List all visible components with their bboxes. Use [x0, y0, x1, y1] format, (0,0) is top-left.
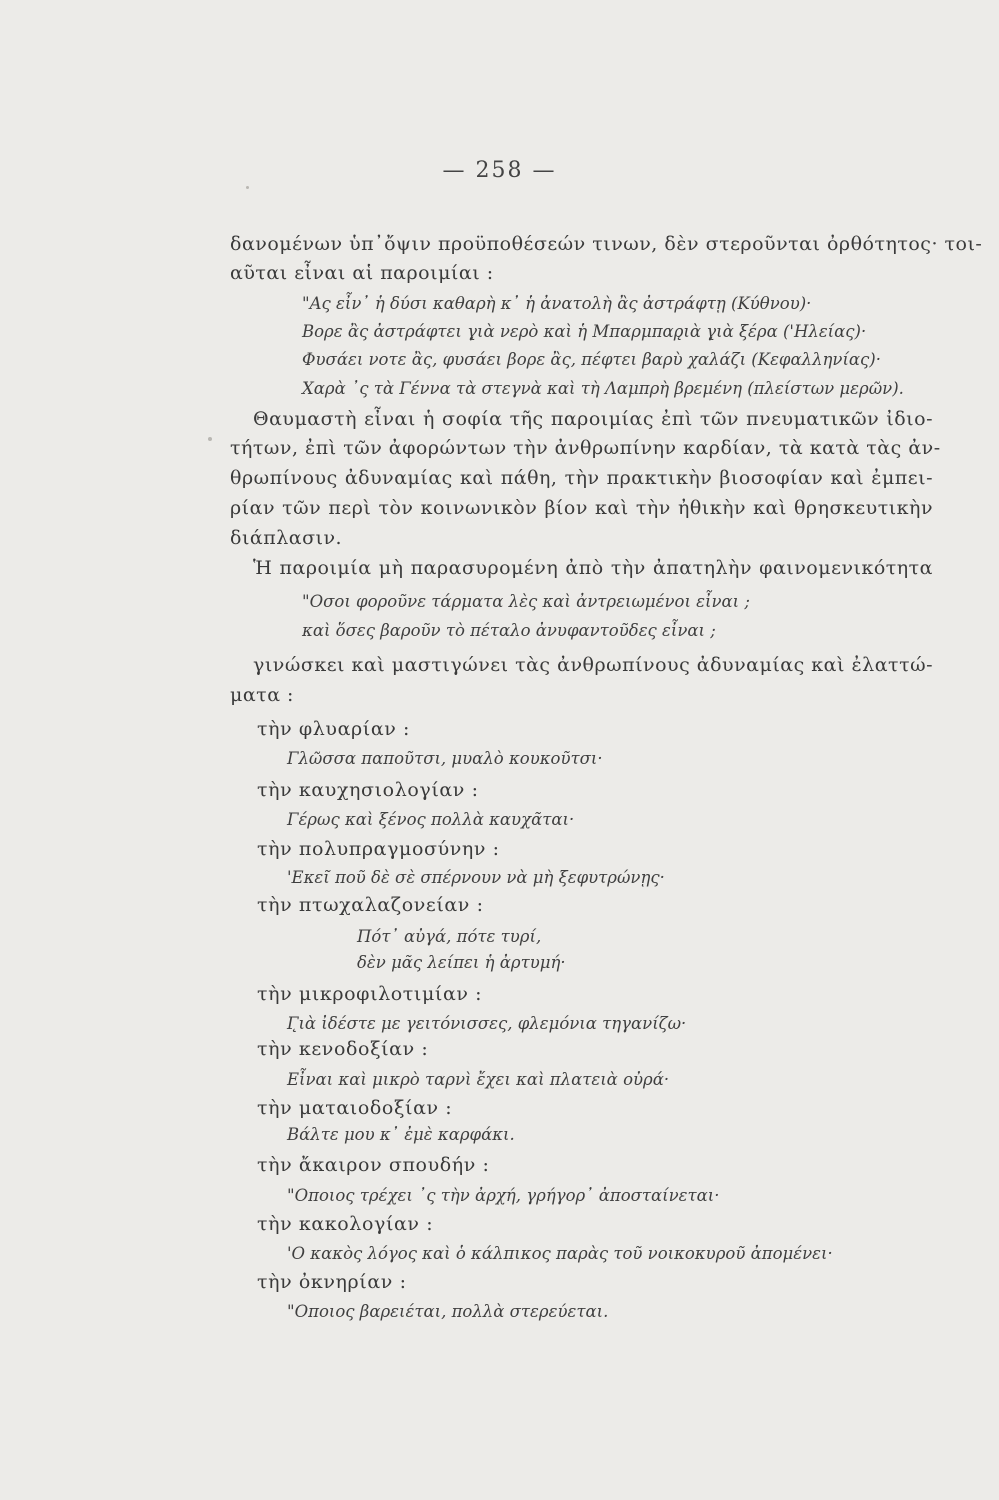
proverb-line: "Οποιος βαρειέται, πολλὰ στερεύεται. — [287, 1302, 609, 1321]
proverb-line: Εἶναι καὶ μικρὸ ταρνὶ ἔχει καὶ πλατειὰ οὐρά· — [287, 1070, 670, 1089]
paragraph-line: θρωπίνους ἀδυναμίας καὶ πάθη, τὴν πρακτικὴν βιοσοφίαν καὶ ἐμπει- — [230, 467, 933, 489]
vice-label: τὴν πτωχαλαζονείαν : — [257, 894, 484, 916]
paragraph-line: τήτων, ἐπὶ τῶν ἀφορώντων τὴν ἀνθρωπίνην καρδίαν, τὰ κατὰ τὰς ἀν- — [230, 437, 941, 459]
vice-label: τὴν ματαιοδοξίαν : — [257, 1097, 453, 1119]
vice-label: τὴν καυχησιολογίαν : — [257, 779, 479, 801]
page-number: — 258 — — [442, 158, 557, 183]
proverb-line: Φυσάει νοτε ἂς, φυσάει βορε ἂς, πέφτει βαρὺ χαλάζι (Κεφαλληνίας)· — [302, 350, 881, 369]
vice-label: τὴν πολυπραγμοσύνην : — [257, 838, 500, 860]
vice-label: τὴν φλυαρίαν : — [257, 718, 411, 740]
vice-label: τὴν κενοδοξίαν : — [257, 1038, 429, 1060]
paper-speck — [208, 437, 212, 441]
proverb-line: δὲν μᾶς λείπει ἡ ἀρτυμή· — [357, 953, 566, 972]
proverb-line: 'Εκεῖ ποῦ δὲ σὲ σπέρνουν νὰ μὴ ξεφυτρώνῃς· — [287, 868, 665, 887]
proverb-line: Βάλτε μου κ᾽ ἐμὲ καρφάκι. — [287, 1125, 515, 1144]
vice-label: τὴν μικροφιλοτιμίαν : — [257, 983, 483, 1005]
proverb-line: Βορε ἂς ἀστράφτει γ̨ιὰ νερὸ καὶ ἡ Μπαρμπαρ̨ιὰ γ̨ιὰ ξέρα ('Ηλείας)· — [302, 322, 867, 341]
proverb-line: Γ̨ιὰ ἰδέστε με γειτόνισσες, φλεμόνια τηγανίζω· — [287, 1014, 687, 1033]
paper-speck — [246, 186, 249, 189]
proverb-line: "Ας εἶν᾽ ἡ δύσι καθαρὴ κ᾽ ἡ ἀνατολὴ ἂς ἀστράφτῃ (Κύθνου)· — [302, 294, 812, 313]
proverb-line: Γλῶσσα παποῦτσι, μυαλὸ κουκοῦτσι· — [287, 749, 603, 768]
paragraph-line: αῦται εἶναι αἱ παροιμίαι : — [230, 262, 494, 284]
paragraph-line: ματα : — [230, 684, 294, 706]
proverb-line: 'Ο κακὸς λόγος καὶ ὁ κάλπικος παρὰς τοῦ νοικοκυροῦ ἀπομένει· — [287, 1244, 833, 1263]
vice-label: τὴν κακολογίαν : — [257, 1213, 434, 1235]
proverb-line: Χαρὰ ᾽ς τὰ Γέννα τὰ στεγνὰ καὶ τὴ Λαμπρὴ βρεμένη (πλείστων μερῶν). — [302, 379, 904, 398]
proverb-line: καὶ ὅσες βαροῦν τὸ πέταλο ἀνυφαντοῦδες εἶναι ; — [302, 621, 716, 640]
paragraph-line: γινώσκει καὶ μαστιγώνει τὰς ἀνθρωπίνους ἀδυναμίας καὶ ἐλαττώ- — [253, 654, 933, 676]
proverb-line: Γέρως καὶ ξένος πολλὰ καυχᾶται· — [287, 810, 575, 829]
proverb-line: "Οποιος τρέχει ᾽ς τὴν ἀρχή, γρήγορ᾽ ἀποσταίνεται· — [287, 1186, 720, 1205]
paragraph-line: Ἡ παροιμία μὴ παρασυρομένη ἀπὸ τὴν ἀπατηλὴν φαινομενικότητα — [253, 557, 933, 579]
vice-label: τὴν ἄκαιρον σπουδήν : — [257, 1154, 490, 1176]
vice-label: τὴν ὀκνηρίαν : — [257, 1271, 407, 1293]
paragraph-line: διάπλασιν. — [230, 527, 343, 549]
proverb-line: Πότ᾽ αὐγά, πότε τυρί, — [357, 927, 542, 946]
paragraph-line: δανομένων ὑπ᾽ὄψιν προϋποθέσεών τινων, δὲν στεροῦνται ὀρθότητος· τοι- — [230, 233, 983, 255]
paragraph-line: Θαυμαστὴ εἶναι ἡ σοφία τῆς παροιμίας ἐπὶ τῶν πνευματικῶν ἰδιο- — [253, 408, 933, 430]
proverb-line: "Οσοι φοροῦνε τάρματα λὲς καὶ ἀντρειωμένοι εἶναι ; — [302, 592, 750, 611]
paragraph-line: ρίαν τῶν περὶ τὸν κοινωνικὸν βίον καὶ τὴν ἠθικὴν καὶ θρησκευτικὴν — [230, 497, 933, 519]
